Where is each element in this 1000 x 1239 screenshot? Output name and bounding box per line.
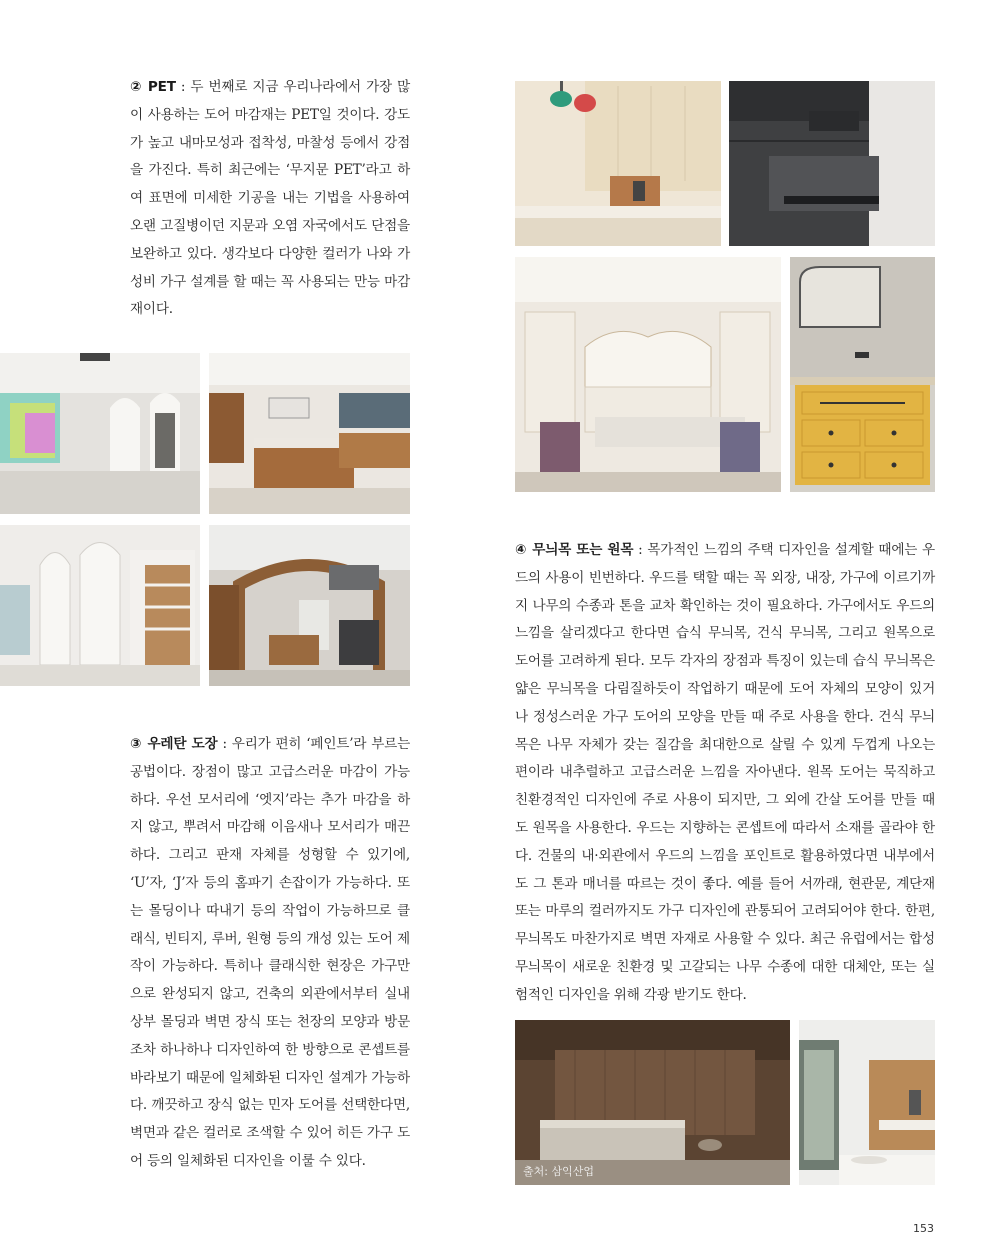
photo-wood-island-kitchen <box>209 353 410 514</box>
photo-rainbow-shop-interior <box>0 353 200 514</box>
photo-cream-kitchen-pendants <box>515 81 721 246</box>
photo-yellow-vanity <box>790 257 935 492</box>
wood-body: : 목가적인 느낌의 주택 디자인을 설계할 때에는 우드의 사용이 빈번하다. 우드를 택할 때는 꼭 외장, 내장, 가구에 이르기까지 나무의 수종과 톤을 교차 확인하는 것이 필요하다. 가구에서도 우드의 느낌을 살리겠다고 한다면 습식 무늬목, 건식 무늬목, 그리고 원목으로 도어를 고려하게 된다. 모두 각자의 장점과 특징이 있는데 습식 무늬목은 얇은 무늬목을 다림질하듯이 작업하기 때문에 도어 자체의 모양이 있거나 정성스러운 가구 도어의 모양을 만들 때 주로 사용을 한다. 건식 무늬목은 나무 자체가 갖는 질감을 최대한으로 살릴 수 있게 두껍게 나오는 편이라 내추럴하고 고급스러운 느낌을 자아낸다. 원목 도어는 묵직하고 친환경적인 디자인에 주로 사용이 되지만, 그 외에 간살 도어를 만들 때도 원목을 사용한다. 우드는 지향하는 콘셉트에 따라서 소재를 골라야 한다. 건물의 내·외관에서 우드의 느낌을 포인트로 활용하였다면 내부에서도 그 톤과 매너를 따르는 것이 좋다. 예를 들어 서까래, 현관문, 계단재 또는 마루의 컬러까지도 가구 디자인에 관통되어 고려되어야 한다. 한편, 무늬목도 마찬가지로 벽면 자재로 사용할 수 있다. 최근 유럽에서는 합성 무늬목이 새로운 친환경 및 고갈되는 나무 수종에 대한 대체안, 또는 실험적인 디자인을 위해 각광 받기도 한다. <box>515 542 935 1003</box>
photo-wood-veneer-wall-kitchen <box>515 1020 790 1185</box>
pet-paragraph <box>130 74 410 324</box>
wood-paragraph <box>515 537 935 1010</box>
photo-classic-white-kitchen <box>515 257 781 492</box>
pet-heading: ② PET <box>130 79 176 95</box>
photo-arched-shelves-store <box>0 525 200 686</box>
photo-wood-kitchen-window <box>799 1020 935 1185</box>
wood-heading: ④ 무늬목 또는 원목 <box>515 542 634 558</box>
photo-wood-tunnel-shop <box>209 525 410 686</box>
photo-charcoal-drawers <box>729 81 935 246</box>
urethane-paragraph <box>130 731 410 1176</box>
photo-credit: 출처: 삼익산업 <box>523 1165 594 1178</box>
urethane-heading: ③ 우레탄 도장 <box>130 736 218 752</box>
page-number: 153 <box>913 1222 934 1235</box>
urethane-body: : 우리가 편히 ‘페인트’라 부르는 공법이다. 장점이 많고 고급스러운 마감이 가능하다. 우선 모서리에 ‘엣지’라는 추가 마감을 하지 않고, 뿌려서 마감해 이음새나 모서리가 매끈하다. 그리고 판재 자체를 성형할 수 있기에, ‘U’자, ‘J’자 등의 홈파기 손잡이가 가능하다. 또는 몰딩이나 따내기 등의 작업이 가능하므로 클래식, 빈티지, 루버, 원형 등의 개성 있는 도어 제작이 가능하다. 특히나 클래식한 현장은 가구만으로 완성되지 않고, 건축의 외관에서부터 실내 상부 몰딩과 벽면 장식 또는 천장의 모양과 방문조차 하나하나 디자인하여 한 방향으로 콘셉트를 바라보기 때문에 일체화된 디자인 설계가 가능하다. 깨끗하고 장식 없는 민자 도어를 선택한다면, 벽면과 같은 컬러로 조색할 수 있어 히든 가구 도어 등의 일체화된 디자인을 이룰 수 있다. <box>130 736 410 1169</box>
pet-body: : 두 번째로 지금 우리나라에서 가장 많이 사용하는 도어 마감재는 PET일 것이다. 강도가 높고 내마모성과 접착성, 마찰성 등에서 강점을 가진다. 특히 최근에는 ‘무지문 PET’라고 하여 표면에 미세한 기공을 내는 기법을 사용하여 오랜 고질병이던 지문과 오염 자국에서도 단점을 보완하고 있다. 생각보다 다양한 컬러가 나와 가성비 가구 설계를 할 때는 꼭 사용되는 만능 마감재이다. <box>130 79 411 318</box>
